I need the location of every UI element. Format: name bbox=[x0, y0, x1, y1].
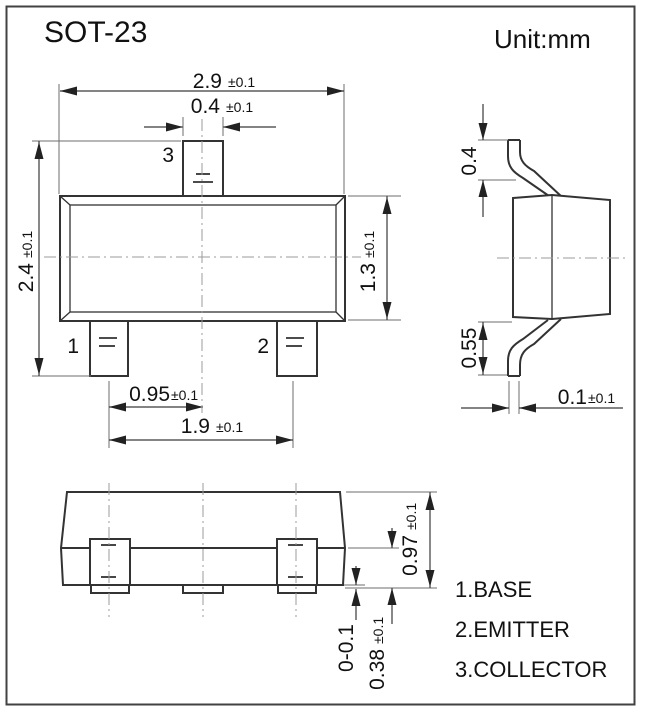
pin-1-lead bbox=[90, 321, 128, 376]
dim-lead-span-value: 1.9 bbox=[180, 415, 210, 438]
legend-collector: 3.COLLECTOR bbox=[455, 657, 608, 682]
pin-legend bbox=[455, 577, 607, 682]
dim-lead-top-height-value: 0.4 bbox=[458, 146, 481, 176]
dim-lead-bottom-height-value: 0.55 bbox=[458, 327, 481, 369]
dim-lead-thickness bbox=[461, 381, 623, 414]
dim-body-depth bbox=[348, 196, 401, 320]
dim-body-depth-tol: ±0.1 bbox=[361, 230, 377, 258]
pin-1-label: 1 bbox=[67, 335, 79, 358]
pin-2-lead bbox=[277, 321, 317, 376]
side-view-top-lead bbox=[508, 140, 562, 197]
page-border bbox=[7, 7, 635, 705]
dim-overall-width-value: 2.4 bbox=[15, 263, 38, 293]
front-view-pin2-lead bbox=[277, 539, 317, 585]
dim-lead-thickness-value: 0.1 bbox=[557, 386, 587, 409]
page-title: SOT-23 bbox=[44, 16, 148, 49]
dim-foot-height-value: 0.38 bbox=[366, 649, 389, 690]
dim-lead-bottom-height bbox=[458, 322, 512, 375]
side-view-body bbox=[513, 195, 610, 319]
dim-lead-pitch-tol: ±0.1 bbox=[171, 387, 199, 403]
dim-package-height-tol: ±0.1 bbox=[403, 502, 419, 530]
dim-standoff-value: 0-0.1 bbox=[335, 624, 358, 672]
dim-lead-pitch-value: 0.95 bbox=[129, 383, 170, 406]
legend-base: 1.BASE bbox=[455, 577, 533, 602]
pin-3-lead bbox=[183, 141, 223, 196]
pin-2-label: 2 bbox=[257, 335, 269, 358]
dim-foot-height-tol: ±0.1 bbox=[370, 616, 386, 644]
dim-foot-height bbox=[366, 528, 397, 690]
front-view bbox=[61, 483, 437, 690]
dim-lead3-width-tol: ±0.1 bbox=[226, 99, 254, 115]
side-view-bottom-lead bbox=[508, 319, 561, 376]
front-view-pin1-foot bbox=[91, 585, 129, 593]
dim-body-depth-value: 1.3 bbox=[357, 263, 380, 293]
dim-lead3-width-value: 0.4 bbox=[190, 95, 220, 118]
dim-body-width-tol: ±0.1 bbox=[228, 74, 256, 90]
dim-overall-width bbox=[15, 141, 181, 376]
legend-emitter: 2.EMITTER bbox=[455, 617, 570, 642]
front-view-pin1-lead bbox=[90, 539, 130, 585]
dim-lead3-width bbox=[144, 95, 276, 136]
top-view-body-bevel-edge bbox=[70, 205, 336, 312]
pin-3-label: 3 bbox=[162, 144, 174, 167]
side-view bbox=[458, 104, 626, 414]
front-view-pin2-foot bbox=[278, 585, 316, 593]
dim-body-width-value: 2.9 bbox=[192, 70, 222, 93]
dim-lead-thickness-tol: ±0.1 bbox=[588, 390, 616, 406]
dim-overall-width-tol: ±0.1 bbox=[19, 230, 35, 258]
dim-lead-top-height bbox=[458, 104, 516, 217]
dim-body-width bbox=[59, 70, 344, 194]
dim-package-height bbox=[399, 492, 435, 588]
top-view bbox=[15, 70, 401, 448]
dim-package-height-value: 0.97 bbox=[399, 535, 422, 576]
unit-label: Unit:mm bbox=[494, 24, 591, 54]
dim-lead-span-tol: ±0.1 bbox=[216, 419, 244, 435]
